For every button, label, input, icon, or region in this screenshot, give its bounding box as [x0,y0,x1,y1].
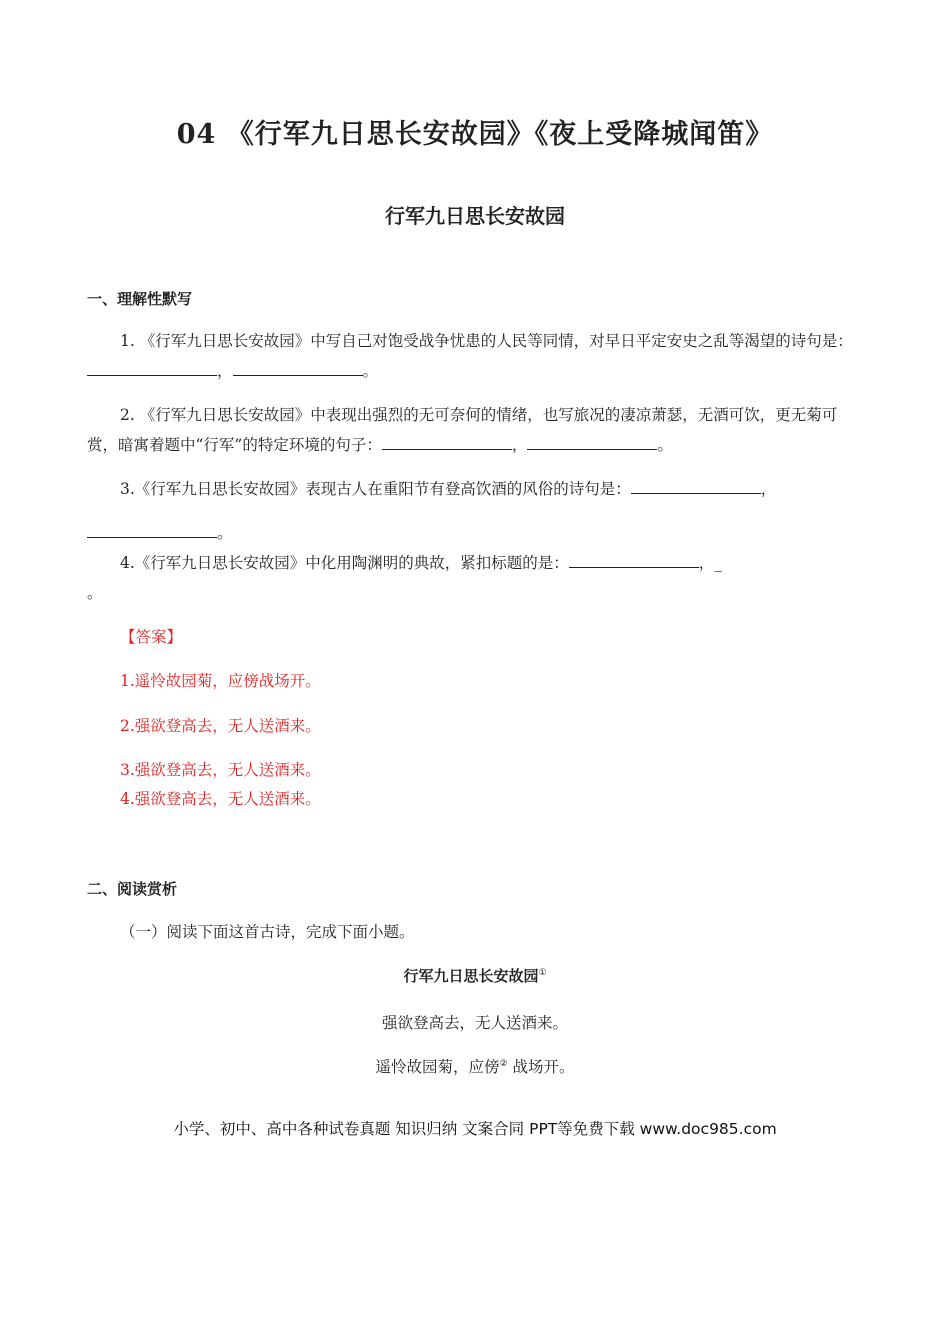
answer-blank[interactable] [87,360,217,376]
answer-item: 4.强欲登高去，无人送酒来。 [120,790,321,808]
question-1-text: 1. 《行军九日思长安故园》中写自己对饱受战争忧患的人民等同情，对早日平定安史之乱等渴望的诗句是： [120,332,853,350]
answer-blank[interactable] [233,360,363,376]
punctuation: ， [217,362,233,380]
question-4-continued [87,578,867,608]
footnote-marker: ② [499,1058,508,1069]
section-heading-1: 一、理解性默写 [87,290,193,308]
question-3-text: 3.《行军九日思长安故园》表现古人在重阳节有登高饮酒的风俗的诗句是： [120,480,631,498]
reading-intro: （一）阅读下面这首古诗，完成下面小题。 [120,923,415,941]
answer-item: 2.强欲登高去，无人送酒来。 [120,717,321,735]
punctuation: ，_ [698,554,723,572]
punctuation: ， [511,436,528,454]
punctuation: ， [760,480,777,498]
section-heading-2: 二、阅读赏析 [87,880,178,898]
answer-blank[interactable] [87,522,217,538]
question-2-text: 2. 《行军九日思长安故园》中表现出强烈的无可奈何的情绪，也写旅况的凄凉萧瑟，无酒可饮，更无菊可赏，暗寓着题中“行军”的特定环境的句子： [87,406,838,454]
answer-blank[interactable] [569,552,699,568]
answer-blank[interactable] [527,434,657,450]
poem-title-text: 行军九日思长安故园 [403,967,539,985]
question-3-continued [87,518,867,548]
answer-blank[interactable] [382,434,512,450]
punctuation: 。 [657,436,673,454]
punctuation: 。 [217,524,233,542]
answer-item: 3.强欲登高去，无人送酒来。 [120,761,321,779]
punctuation: 。 [362,362,379,380]
poem-line-2-part: 遥怜故园菊，应傍 [375,1058,500,1076]
answer-blank[interactable] [631,478,761,494]
poem-line-2 [0,1055,950,1077]
punctuation: 。 [87,584,103,602]
poem-line-2-part: 战场开。 [507,1058,575,1076]
page-subtitle: 行军九日思长安故园 [385,204,565,228]
footer-banner: 小学、初中、高中各种试卷真题 知识归纳 文案合同 PPT等免费下载 www.doc985.com [173,1120,777,1138]
footnote-marker: ① [538,967,547,978]
question-4 [87,548,867,578]
question-1 [87,326,867,386]
answer-label: 【答案】 [120,628,183,646]
question-2 [87,400,867,460]
poem-title [0,965,950,986]
poem-line-1: 强欲登高去，无人送酒来。 [381,1014,568,1032]
page-title: 04 《行军九日思长安故园》《夜上受降城闻笛》 [176,119,774,150]
answer-item: 1.遥怜故园菊，应傍战场开。 [120,672,321,690]
question-4-text: 4.《行军九日思长安故园》中化用陶渊明的典故，紧扣标题的是： [120,554,569,572]
question-3 [87,474,867,504]
